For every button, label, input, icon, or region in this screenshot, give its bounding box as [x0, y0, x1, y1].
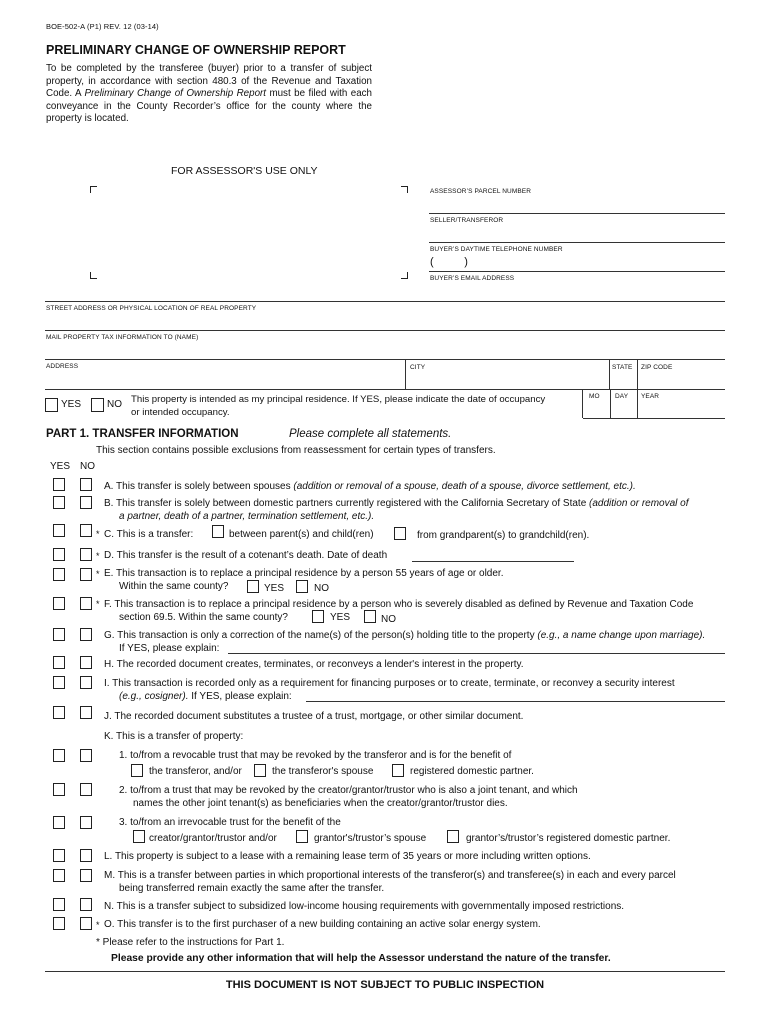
day-label: DAY — [615, 393, 629, 400]
item-j-text: J. The recorded document substitutes a trustee of a trust, mortgage, or other similar document. — [104, 711, 524, 722]
item-e-no-checkbox[interactable] — [80, 568, 92, 581]
item-h-text: H. The recorded document creates, terminates, or reconveys a lender's interest in the property. — [104, 659, 524, 670]
item-i-yes-checkbox[interactable] — [53, 676, 65, 689]
seller-field[interactable] — [429, 242, 725, 243]
parcel-number-field[interactable] — [429, 213, 725, 214]
corner-mark — [401, 186, 408, 193]
item-b-yes-checkbox[interactable] — [53, 496, 65, 509]
yes-column-header: YES — [50, 461, 71, 472]
street-address-field[interactable] — [45, 330, 725, 331]
item-e-county-no-checkbox[interactable] — [296, 580, 308, 593]
item-e-county-no-label: NO — [314, 583, 329, 594]
phone-field[interactable] — [429, 271, 725, 272]
item-o-no-checkbox[interactable] — [80, 917, 92, 930]
corner-mark — [401, 272, 408, 279]
item-k2-text: 2. to/from a trust that may be revoked by the creator/grantor/trustor who is also a joint tenant, and which — [119, 785, 578, 796]
parcel-number-label: ASSESSOR’S PARCEL NUMBER — [430, 188, 532, 195]
item-k3-spouse-checkbox[interactable] — [296, 830, 308, 843]
item-c-yes-checkbox[interactable] — [53, 524, 65, 537]
zip-label: ZIP CODE — [641, 364, 673, 371]
item-c-asterisk: * — [96, 529, 100, 539]
seller-label: SELLER/TRANSFEROR — [430, 217, 504, 224]
item-o-asterisk: * — [96, 920, 100, 930]
divider — [582, 390, 583, 418]
item-h-yes-checkbox[interactable] — [53, 656, 65, 669]
item-l-yes-checkbox[interactable] — [53, 849, 65, 862]
item-k2-yes-checkbox[interactable] — [53, 783, 65, 796]
state-label: STATE — [612, 364, 633, 371]
item-k1-spouse-label: the transferor's spouse — [272, 766, 374, 777]
item-k3-creator-label: creator/grantor/trustor and/or — [149, 833, 277, 844]
city-label: CITY — [410, 364, 426, 371]
phone-label: BUYER’S DAYTIME TELEPHONE NUMBER — [430, 246, 563, 253]
divider — [637, 360, 638, 390]
item-f-county-no-label: NO — [381, 614, 396, 625]
item-g-yes-checkbox[interactable] — [53, 628, 65, 641]
item-k3-partner-label: grantor’s/trustor’s registered domestic partner. — [466, 833, 671, 844]
item-k3-creator-checkbox[interactable] — [133, 830, 145, 843]
item-e-county-yes-checkbox[interactable] — [247, 580, 259, 593]
street-address-label: STREET ADDRESS OR PHYSICAL LOCATION OF REAL PROPERTY — [46, 305, 257, 312]
item-a-yes-checkbox[interactable] — [53, 478, 65, 491]
item-m-no-checkbox[interactable] — [80, 869, 92, 882]
item-l-text: L. This property is subject to a lease with a remaining lease term of 35 years or more including written options. — [104, 851, 591, 862]
item-f-asterisk: * — [96, 599, 100, 609]
item-i-no-checkbox[interactable] — [80, 676, 92, 689]
item-a-text: A. This transfer is solely between spouses (addition or removal of a spouse, death of a spouse, divorce settlement, etc.). — [104, 481, 636, 492]
part1-title: PART 1. TRANSFER INFORMATION — [46, 428, 239, 440]
item-k1-spouse-checkbox[interactable] — [254, 764, 266, 777]
item-f-text: F. This transaction is to replace a principal residence by a person who is severely disabled as defined by Revenue and Taxation Code — [104, 599, 694, 610]
item-c-grandparent-checkbox[interactable] — [394, 527, 406, 540]
footer-divider — [45, 971, 725, 972]
item-a-no-checkbox[interactable] — [80, 478, 92, 491]
item-k3-partner-checkbox[interactable] — [447, 830, 459, 843]
item-d-yes-checkbox[interactable] — [53, 548, 65, 561]
residence-yes-label: YES — [61, 399, 82, 410]
item-d-asterisk: * — [96, 551, 100, 561]
item-c-parent-child-label: between parent(s) and child(ren) — [229, 529, 374, 540]
item-o-yes-checkbox[interactable] — [53, 917, 65, 930]
item-b-text-cont: a partner, death of a partner, termination settlement, etc.). — [119, 511, 375, 522]
residence-no-checkbox[interactable] — [91, 398, 104, 412]
item-g-no-checkbox[interactable] — [80, 628, 92, 641]
item-k1-no-checkbox[interactable] — [80, 749, 92, 762]
item-f-county-question: section 69.5. Within the same county? — [119, 612, 288, 623]
item-n-no-checkbox[interactable] — [80, 898, 92, 911]
item-e-asterisk: * — [96, 569, 100, 579]
public-inspection-notice: THIS DOCUMENT IS NOT SUBJECT TO PUBLIC INSPECTION — [225, 979, 545, 991]
residence-yes-checkbox[interactable] — [45, 398, 58, 412]
corner-mark — [90, 186, 97, 193]
part1-note: * Please refer to the instructions for Part 1. — [96, 937, 285, 948]
item-i-text-cont: (e.g., cosigner). If YES, please explain: — [119, 691, 292, 702]
item-c-grandparent-label: from grandparent(s) to grandchild(ren). — [417, 530, 590, 541]
residence-no-label: NO — [107, 399, 122, 410]
intro-paragraph: To be completed by the transferee (buyer) prior to a transfer of subject property, in accordance with section 480.3 of the Revenue and Taxation Code. A Preliminary Change of Ownership Report must be filed with each conveyance in the County Recorder’s office for the county where the property is located. — [46, 63, 372, 125]
item-j-yes-checkbox[interactable] — [53, 706, 65, 719]
item-h-no-checkbox[interactable] — [80, 656, 92, 669]
item-l-no-checkbox[interactable] — [80, 849, 92, 862]
item-g-explain-label: If YES, please explain: — [119, 643, 220, 654]
item-c-parent-child-checkbox[interactable] — [212, 525, 224, 538]
item-m-text: M. This is a transfer between parties in which proportional interests of the transferor(s) and transferee(s) in each and every parcel — [104, 870, 676, 881]
divider — [637, 390, 638, 418]
item-d-no-checkbox[interactable] — [80, 548, 92, 561]
email-label: BUYER’S EMAIL ADDRESS — [430, 275, 515, 282]
item-k2-no-checkbox[interactable] — [80, 783, 92, 796]
item-g-explain-field[interactable] — [228, 653, 725, 654]
divider — [405, 360, 406, 390]
address-label: ADDRESS — [46, 363, 79, 370]
corner-mark — [90, 272, 97, 279]
item-f-county-yes-label: YES — [330, 612, 351, 623]
part1-description: This section contains possible exclusions from reassessment for certain types of transfers. — [96, 445, 496, 456]
mail-to-field[interactable] — [45, 359, 725, 360]
occupancy-date-field[interactable] — [583, 418, 725, 419]
item-f-yes-checkbox[interactable] — [53, 597, 65, 610]
year-label: YEAR — [641, 393, 660, 400]
item-k1-text: 1. to/from a revocable trust that may be revoked by the transferor and is for the benefit of — [119, 750, 512, 761]
item-j-no-checkbox[interactable] — [80, 706, 92, 719]
no-column-header: NO — [80, 461, 95, 472]
item-k2-text-cont: names the other joint tenant(s) as beneficiaries when the creator/grantor/trustor dies. — [133, 798, 508, 809]
item-f-county-yes-checkbox[interactable] — [312, 610, 324, 623]
mail-to-label: MAIL PROPERTY TAX INFORMATION TO (NAME) — [46, 334, 199, 341]
date-of-death-field[interactable] — [412, 561, 574, 562]
item-f-county-no-checkbox[interactable] — [364, 610, 376, 623]
residence-text: This property is intended as my principal residence. If YES, please indicate the date of occupancy or intended occupancy. — [131, 394, 546, 418]
item-e-text: E. This transaction is to replace a principal residence by a person 55 years of age or older. — [104, 568, 504, 579]
item-k1-transferor-checkbox[interactable] — [131, 764, 143, 777]
other-info-instruction: Please provide any other information that will help the Assessor understand the nature of the transfer. — [111, 953, 611, 964]
item-n-text: N. This is a transfer subject to subsidized low-income housing requirements with governmentally imposed restrictions. — [104, 901, 625, 912]
item-k3-spouse-label: grantor's/trustor’s spouse — [314, 833, 427, 844]
item-e-yes-checkbox[interactable] — [53, 568, 65, 581]
item-k3-text: 3. to/from an irrevocable trust for the benefit of the — [119, 817, 341, 828]
assessor-use-title: FOR ASSESSOR'S USE ONLY — [171, 165, 318, 177]
item-c-text: C. This is a transfer: — [104, 529, 194, 540]
address-field-line — [45, 389, 725, 390]
item-b-no-checkbox[interactable] — [80, 496, 92, 509]
mo-label: MO — [589, 393, 600, 400]
phone-parens: ( ) — [430, 256, 468, 268]
divider — [609, 360, 610, 390]
item-o-text: O. This transfer is to the first purchaser of a new building containing an active solar energy system. — [104, 919, 541, 930]
item-b-text: B. This transfer is solely between domestic partners currently registered with the California Secretary of State (addition or removal of — [104, 498, 689, 509]
item-d-text: D. This transfer is the result of a cotenant’s death. Date of death — [104, 550, 388, 561]
divider — [45, 301, 725, 302]
item-k3-yes-checkbox[interactable] — [53, 816, 65, 829]
page-title: PRELIMINARY CHANGE OF OWNERSHIP REPORT — [46, 43, 346, 57]
item-k1-partner-checkbox[interactable] — [392, 764, 404, 777]
item-f-no-checkbox[interactable] — [80, 597, 92, 610]
item-e-county-question: Within the same county? — [119, 581, 229, 592]
item-g-text: G. This transaction is only a correction of the name(s) of the person(s) holding title to the property (e.g., a name change upon marriage). — [104, 630, 706, 641]
item-k3-no-checkbox[interactable] — [80, 816, 92, 829]
item-i-text: I. This transaction is recorded only as a requirement for financing purposes or to create, terminate, or reconvey a security interest — [104, 678, 675, 689]
item-i-explain-field[interactable] — [306, 701, 725, 702]
item-m-yes-checkbox[interactable] — [53, 869, 65, 882]
item-e-county-yes-label: YES — [264, 583, 285, 594]
item-n-yes-checkbox[interactable] — [53, 898, 65, 911]
part1-subtitle: Please complete all statements. — [289, 428, 452, 440]
item-k1-partner-label: registered domestic partner. — [410, 766, 534, 777]
item-k1-yes-checkbox[interactable] — [53, 749, 65, 762]
item-k-text: K. This is a transfer of property: — [104, 731, 244, 742]
item-m-text-cont: being transferred remain exactly the same after the transfer. — [119, 883, 385, 894]
item-c-no-checkbox[interactable] — [80, 524, 92, 537]
form-id: BOE-502-A (P1) REV. 12 (03-14) — [46, 22, 159, 31]
item-k1-transferor-label: the transferor, and/or — [149, 766, 242, 777]
divider — [610, 390, 611, 418]
